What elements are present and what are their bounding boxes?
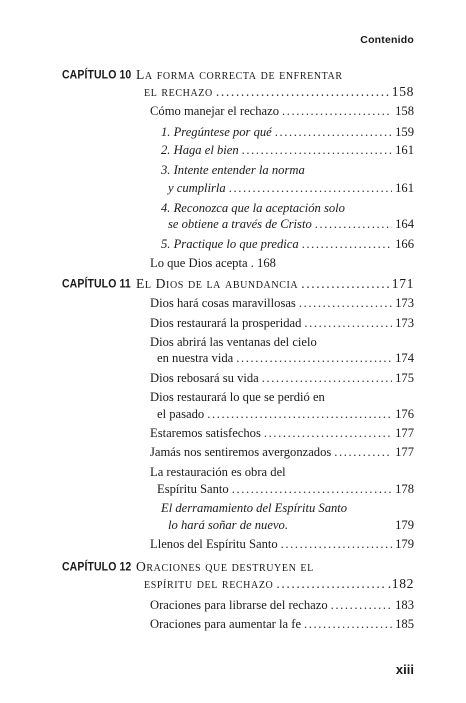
toc-entry[interactable]: 1. Pregúntese por qué ..... 159 [161,124,414,140]
toc-entry[interactable]: en nuestra vida ..... 174 [157,350,414,366]
chapter-10-label: CAPÍTULO 10 [62,68,132,82]
toc-entry-line1: 4. Reconozca que la aceptación solo [161,201,345,215]
toc-entry[interactable]: Dios restaurará la prosperidad ..... 173 [150,315,414,331]
toc-entry[interactable]: 5. Practique lo que predica ..... 166 [161,236,414,252]
toc-entry-line1: Dios abrirá las ventanas del cielo [150,335,317,349]
chapter-12-title[interactable]: espíritu del rechazo ..... .182 [144,576,414,592]
chapter-10-title[interactable]: el rechazo ..... 158 [144,84,414,100]
toc-entry[interactable]: Jamás nos sentiremos avergonzados ..... 177 [150,444,414,460]
toc-entry[interactable]: Oraciones para aumentar la fe ..... 185 [150,616,414,632]
toc-entry[interactable]: lo hará soñar de nuevo. 179 [168,518,414,532]
toc-entry-line1: El derramamiento del Espíritu Santo [161,501,348,515]
toc-entry[interactable]: el pasado ..... 176 [157,406,414,422]
toc-entry[interactable]: Estaremos satisfechos ..... 177 [150,425,414,441]
toc-entry[interactable]: Espíritu Santo ..... 178 [157,481,414,497]
toc-entry-line1: La restauración es obra del [150,465,286,479]
toc-entry[interactable]: Oraciones para librarse del rechazo ..... 183 [150,597,414,613]
toc-entry[interactable]: Dios rebosará su vida ..... 175 [150,370,414,386]
chapter-10-title-line1: La forma correcta de enfrentar [136,67,343,82]
toc-entry[interactable]: 2. Haga el bien ..... 161 [161,142,414,158]
toc-entry-line1: Dios restaurará lo que se perdió en [150,390,325,404]
toc-entry[interactable]: se obtiene a través de Cristo ..... 164 [168,216,414,232]
running-header: Contenido [360,34,414,46]
toc-entry[interactable]: Dios hará cosas maravillosas ..... 173 [150,295,414,311]
chapter-12-label: CAPÍTULO 12 [62,560,132,574]
chapter-12-title-line1: Oraciones que destruyen el [136,559,314,574]
toc-entry[interactable]: Cómo manejar el rechazo ..... 158 [150,103,414,119]
chapter-11-label: CAPÍTULO 11 [62,277,131,291]
toc-entry[interactable]: y cumplirla ..... 161 [168,180,414,196]
chapter-11-title[interactable]: El Dios de la abundancia ..... 171 [136,276,414,292]
toc-entry-line1: 3. Intente entender la norma [161,163,305,177]
toc-entry[interactable]: Lo que Dios acepta . 168 [150,256,276,270]
page-number: xiii [395,662,414,677]
toc-entry[interactable]: Llenos del Espíritu Santo ..... 179 [150,536,414,552]
